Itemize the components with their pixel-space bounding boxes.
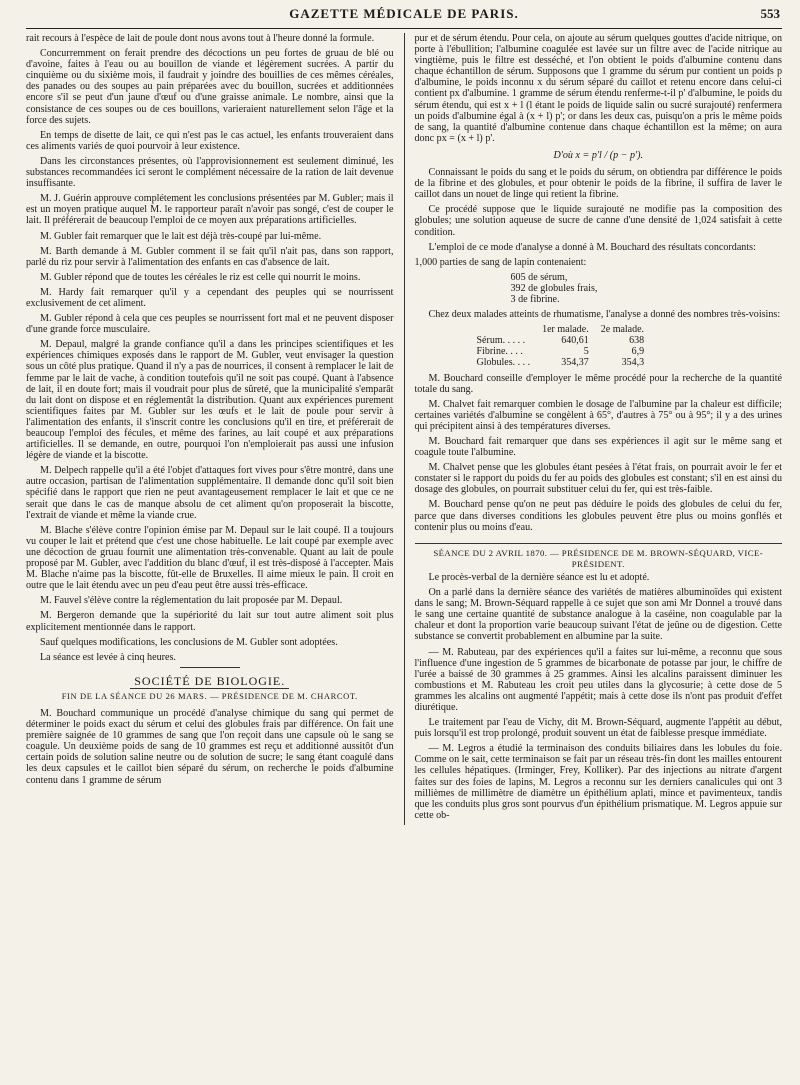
paragraph: M. Hardy fait remarquer qu'il y a cependant des peuples qui se nourrissent exclusivement de cet aliment.	[26, 286, 394, 309]
paragraph: M. Gubler répond que de toutes les céréales le riz est celle qui nourrit le moins.	[40, 271, 361, 283]
list-item: 3 de fibrine.	[510, 293, 560, 305]
table-header-row	[471, 324, 651, 335]
blood-analysis-table	[471, 324, 651, 368]
left-column	[26, 33, 405, 825]
columns	[26, 33, 782, 825]
paragraph: M. Fauvel s'élève contre la réglementation du lait proposée par M. Depaul.	[40, 595, 343, 607]
paragraph: — M. Legros a étudié la terminaison des conduits biliaires dans les lobules du foie. Comme on le sait, cette terminaison se fait par un réseau très-fin dont les mailles entourent les cellules hépatiques. (Irminger, Frey, Kolliker). Par des injections au nitrate d'argent faites sur des foies de lapins, M. Legros a reconnu sur les derniers canalicules qui ont 3 millièmes de millimètre de diamètre un épithélium aplati, mince et pavimenteux, tandis que les conduits plus gros sont pourvus d'un épithélium prismatique. M. Legros appuie sur cette ob-	[414, 743, 782, 821]
paragraph: M. Bergeron demande que la supériorité du lait sur tout autre aliment soit plus explicitement mentionnée dans le rapport.	[26, 610, 394, 633]
paragraph: Sauf quelques modifications, les conclusions de M. Gubler sont adoptées.	[40, 636, 338, 648]
paragraph: L'emploi de ce mode d'analyse a donné à M. Bouchard des résultats concordants:	[428, 241, 756, 253]
paragraph: M. Gubler fait remarquer que le lait est déjà très-coupé par lui-même.	[40, 230, 322, 242]
section-title-text: SOCIÉTÉ DE BIOLOGIE.	[130, 674, 289, 689]
row-label: Fibrine. . . .	[476, 346, 523, 358]
table-cell	[471, 324, 537, 335]
paragraph: Dans les circonstances présentes, où l'approvisionnement est seulement diminué, les substances recommandées ici seront le complément nécessaire de la ration de lait devenue insuffisante.	[26, 155, 394, 190]
page-number: 553	[760, 6, 780, 21]
journal-title: GAZETTE MÉDICALE DE PARIS.	[289, 6, 519, 21]
table-cell: 638	[629, 335, 645, 347]
table-header: 2e malade.	[600, 324, 645, 336]
paragraph: Chez deux malades atteints de rhumatisme, l'analyse a donné des nombres très-voisins:	[428, 309, 781, 321]
list-item: 392 de globules frais,	[510, 282, 598, 294]
paragraph: On a parlé dans la dernière séance des variétés de matières albuminoïdes qui existent dans le sang; M. Brown-Séquard rappelle à ce sujet que son ami Mr Donnel a trouvé dans le sang une certaine quantité de substance analogue à la caséine, non coagulable par la chaleur et dont la proportion varie beaucoup suivant l'état de jeûne ou de digestion. Cette substance se convertit probablement en albumine par la suite.	[414, 587, 782, 643]
paragraph: M. Bouchard pense qu'on ne peut pas déduire le poids des globules de celui du fer, parce que dans diverses conditions les globules peuvent être plus ou moins gonflés et contenir plus ou moins d'eau.	[414, 499, 782, 533]
rabbit-intro: 1,000 parties de sang de lapin contenaient:	[414, 256, 587, 268]
paragraph: M. Barth demande à M. Gubler comment il se fait qu'il n'ait pas, dans son rapport, parlé du riz pour servir à l'alimentation des enfants en cas d'absence de lait.	[26, 245, 394, 268]
paragraph: Connaissant le poids du sang et le poids du sérum, on obtiendra par différence le poids de la fibrine et des globules, et pour obtenir le poids de la fibrine, il suffira de laver le caillot dans un nouet de linge qui retient la fibrine.	[414, 167, 782, 201]
formula: D'où x = p'l / (p − p').	[553, 149, 644, 161]
table-cell: 5	[583, 346, 589, 358]
paragraph: pur et de sérum étendu. Pour cela, on ajoute au sérum quelques gouttes d'acide nitrique, on porte à l'ébullition; l'albumine coagulée est lavée sur un filtre avec de l'acide nitrique au vingtième, puis le filtre est desséché, et l'on obtient le poids d'albumine contenu dans chaque échantillon de sérum. Supposons que 1 gramme du sérum pur contient un poids p d'albumine, le poids inconnu x du sérum séparé du caillot et retenu encore dans celui-ci contient px d'albumine. 1 gramme de sérum étendu renferme-t-il p' d'albumine, le poids du sérum étendu, qui est x + l (l étant le poids de liquide salin ou sucré surajouté) renfermera un poids d'albumine égal à (x + l) p'; or dans les deux cas, puisqu'on a pris le même poids de sang, la quantité d'albumine contenue dans chaque échantillon est la même; on aura donc px = (x + l) p'.	[414, 33, 782, 144]
row-label: Globules. . . .	[476, 357, 531, 369]
paragraph: M. Chalvet fait remarquer combien le dosage de l'albumine par la chaleur est difficile; certaines variétés d'albumine se congèlent à 65°, d'autres à 75° ou à 95°; il y a des urines qui précipitent ainsi à des températures diverses.	[414, 398, 782, 432]
row-label: Sérum. . . . .	[476, 335, 526, 347]
paragraph: M. Bouchard fait remarquer que dans ses expériences il agit sur le même sang et coagule toute l'albumine.	[414, 436, 782, 459]
page-header	[26, 6, 782, 29]
table-header: 1er malade.	[542, 324, 589, 336]
table-cell: 640,61	[561, 335, 589, 347]
paragraph: Le procès-verbal de la dernière séance est lu et adopté.	[428, 571, 650, 583]
paragraph: rait recours à l'espèce de lait de poule dont nous avons tout à l'heure donné la formule.	[26, 33, 375, 44]
paragraph: M. Bouchard conseille d'employer le même procédé pour la recherche de la quantité totale du sang.	[414, 372, 782, 395]
table-row	[471, 346, 651, 357]
table-cell: 354,37	[561, 357, 589, 369]
paragraph: La séance est levée à cinq heures.	[40, 651, 176, 663]
paragraph: M. Delpech rappelle qu'il a été l'objet d'attaques fort vives pour s'être montré, dans une autre occasion, partisan de l'alimentation supplémentaire. Il demande donc qu'il soit bien spécifié dans le rapport que rien ne peut avantageusement remplacer le lait et que ce ne serait que dans le cas de manque absolu de cet aliment qu'on proposerait la biscotte, l'extrait de viande et même la viande crue.	[26, 465, 394, 521]
rabbit-blood-data	[511, 272, 783, 305]
table-row	[471, 357, 651, 368]
right-column	[405, 33, 783, 825]
paragraph: Le traitement par l'eau de Vichy, dit M. Brown-Séquard, augmente l'appétit au début, puis lorsqu'il est trop prolongé, produit souvent un état de faiblesse presque immédiate.	[414, 717, 782, 740]
section-subtitle: FIN DE LA SÉANCE DU 26 MARS. — PRÉSIDENCE DE M. CHARCOT.	[61, 690, 358, 701]
table-cell: 6,9	[631, 346, 645, 358]
section-title	[26, 673, 394, 688]
paragraph: M. Chalvet pense que les globules étant pesées à l'état frais, on pourrait avoir le fer et constater si le rapport du poids du fer au poids des globules est constant; s'il en est ainsi du dosage des globules, on pourrait substituer celui du fer, qui est très-faible.	[414, 462, 782, 496]
paragraph: En temps de disette de lait, ce qui n'est pas le cas actuel, les enfants trouveraient dans ces aliments variés de quoi pourvoir à leur existence.	[26, 129, 394, 152]
paragraph: M. Bouchard communique un procédé d'analyse chimique du sang qui permet de déterminer le poids exact du sérum et celui des globules frais par différence. On fait une première saignée de 10 grammes de sang que l'on reçoit dans une capsule où le sang se coagule. Un deuxième poids de sang de 10 grammes est reçu et additionné aussitôt d'un certain poids de solution saline neutre ou de solution de sucre; le sang étant coagulé dans les deux capsules et le caillot bien séparé du sérum, on recherche le poids d'albumine contenu dans 1 gramme de sérum	[26, 707, 394, 786]
paragraph: Ce procédé suppose que le liquide surajouté ne modifie pas la composition des globules; une solution aqueuse de sucre de canne d'une densité de 1,024 satisfait à cette condition.	[414, 204, 782, 238]
table-cell: 354,3	[621, 357, 645, 369]
seance-heading: SÉANCE DU 2 AVRIL 1870. — PRÉSIDENCE DE M. BROWN-SÉQUARD, VICE-PRÉSIDENT.	[415, 543, 783, 570]
paragraph: M. J. Guérin approuve complétement les conclusions présentées par M. Gubler; mais il est un moyen pratique auquel M. le rapporteur paraît n'avoir pas songé, c'est de couper le lait. Il préférerait de beaucoup l'emploi de ce moyen aux préparations artificielles.	[26, 193, 394, 227]
table-row	[471, 335, 651, 346]
section-divider	[180, 667, 240, 668]
paragraph: M. Depaul, malgré la grande confiance qu'il a dans les principes scientifiques et les expériences chimiques exposés dans le rapport de M. Gubler, veut envisager la question sous un côté plus pratique. Quand il n'y a pas de nourrices, il consent à remplacer le lait de femme par le lait de vache, à condition toutefois qu'il ne soit pas coupé. Quant à l'absence de lait, il en doute fort; mais il voudrait pour plus de sûreté, que la municipalité s'emparât du lait dont on dispose et en réglementât la distribution. Quant aux expériences purement scientifiques faites par M. Gubler sur les œufs et le lait de poule pour servir à l'alimentation des enfants, il s'inscrit contre les conclusions qu'il en tire, et préférerait de beaucoup l'emploi des fécules, et même des farines, au lait coupé et aux préparations artificielles. Il se demande, en outre, pourquoi l'on n'emploierait pas aussi une infusion légère de viande et la biscotte.	[26, 339, 394, 462]
paragraph: Concurremment on ferait prendre des décoctions un peu fortes de gruau de blé ou d'avoine, faites à l'eau ou au bouillon de viande et légèrement sucrées. A partir du cinquième ou du sixième mois, il faudrait y joindre des bouillies de ces mêmes céréales, des panades ou des soupes au pain préparées avec du bouillon, sucrées et additionnées encore s'il se peut d'un jaune d'œuf ou d'une graisse animale. Le nombre, ainsi que la consistance de ces soupes ou de ces bouillons, varieraient naturellement selon l'âge et la force des sujets.	[26, 48, 394, 126]
paragraph: M. Gubler répond à cela que ces peuples se nourrissent fort mal et ne peuvent disposer d'une grande force musculaire.	[26, 313, 394, 336]
paragraph: M. Blache s'élève contre l'opinion émise par M. Depaul sur le lait coupé. Il a toujours vu couper le lait et prétend que c'est une chose habituelle. Le lait coupé par exemple avec une décoction de gruau fournit une alimentation très-convenable. Quant au lait de poule proposé par M. Gubler, avec l'addition du blanc d'œuf, il est très-disposé à l'accepter. Mais M. Blache n'aime pas la biscotte, fût-elle de Bruxelles. Il aime mieux le pain. Il croit en outre que le lait étendu avec un peu d'eau peut être aussi très-efficace.	[26, 524, 394, 592]
paragraph: — M. Rabuteau, par des expériences qu'il a faites sur lui-même, a reconnu que sous l'influence d'une ingestion de 5 grammes de bicarbonate de potasse par jour, le chiffre de l'urée a baissé de 30 grammes à 25 grammes. Ainsi les alcalins paraissent diminuer les combustions et M. Rabuteau les croit peu utiles dans la glycosurie; à cette dose de 5 grammes les alcalins ont augmenté l'appétit; mais à cette dose ils n'ont pas produit d'effet diurétique.	[414, 646, 782, 713]
list-item: 605 de sérum,	[510, 271, 568, 283]
